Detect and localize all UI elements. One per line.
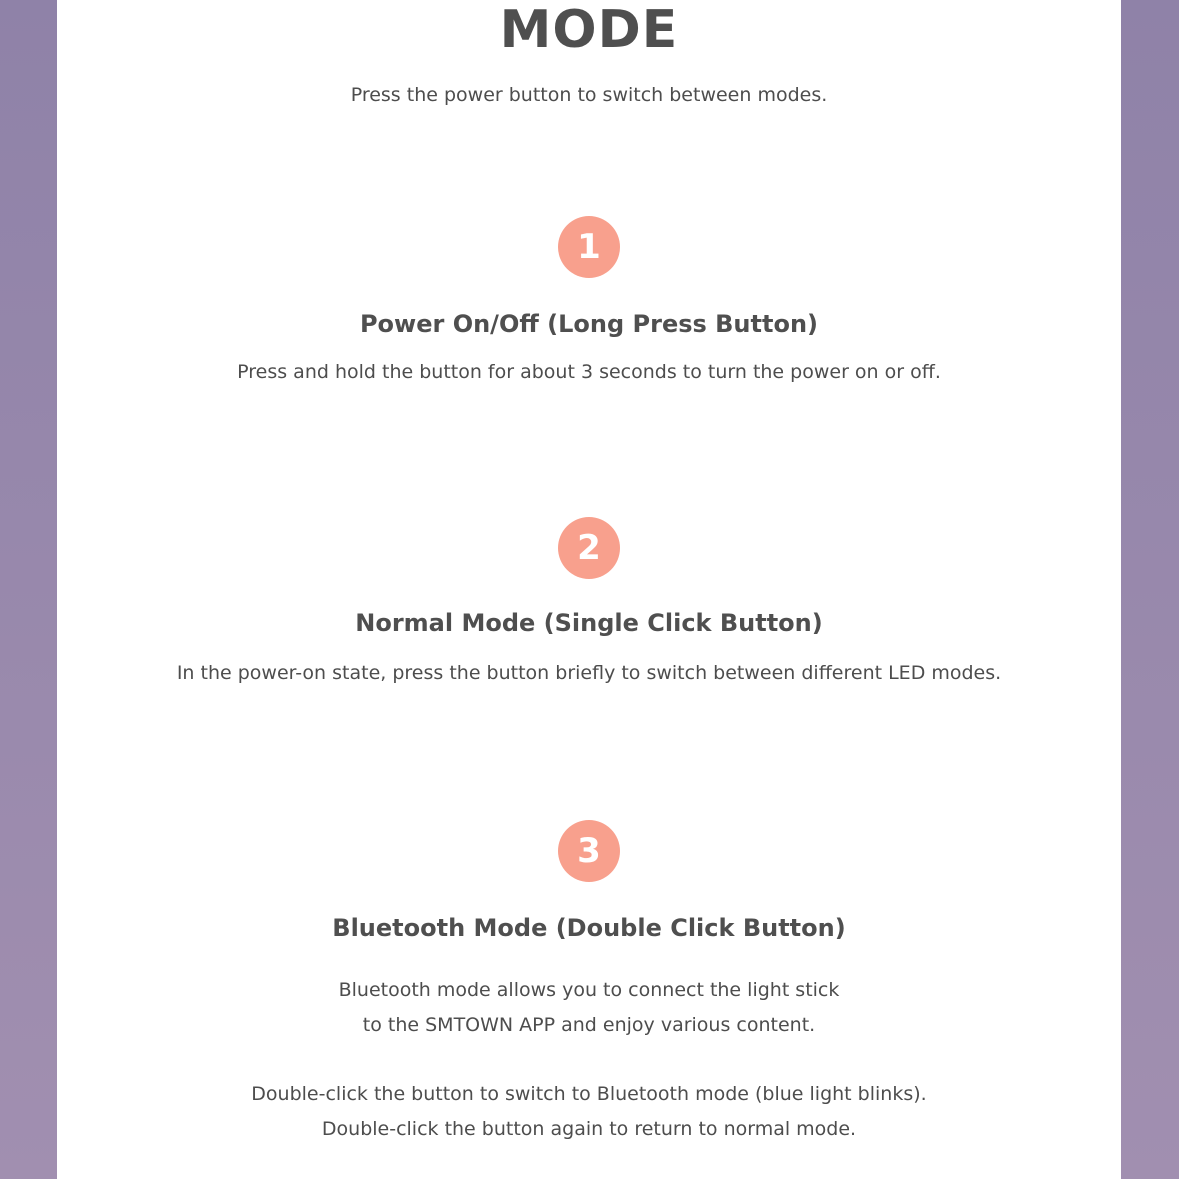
step-heading: Normal Mode (Single Click Button): [355, 609, 823, 637]
page-subtitle: Press the power button to switch between modes.: [350, 84, 828, 106]
step-description-line: Double-click the button again to return to normal mode.: [321, 1118, 857, 1140]
step-number-badge: 3: [558, 820, 620, 882]
step-heading: Bluetooth Mode (Double Click Button): [332, 914, 846, 942]
content-panel: [57, 0, 1121, 1179]
step-heading: Power On/Off (Long Press Button): [359, 310, 819, 338]
step-description: In the power-on state, press the button briefly to switch between different LED modes.: [176, 662, 1002, 684]
step-description-line: to the SMTOWN APP and enjoy various content.: [362, 1014, 816, 1036]
step-number-badge: 2: [558, 517, 620, 579]
page-title: MODE: [499, 0, 679, 60]
step-description: Press and hold the button for about 3 seconds to turn the power on or off.: [237, 361, 941, 383]
step-number-badge: 1: [558, 216, 620, 278]
step-description-line: Bluetooth mode allows you to connect the light stick: [338, 979, 840, 1001]
step-description-line: Double-click the button to switch to Bluetooth mode (blue light blinks).: [251, 1083, 927, 1105]
